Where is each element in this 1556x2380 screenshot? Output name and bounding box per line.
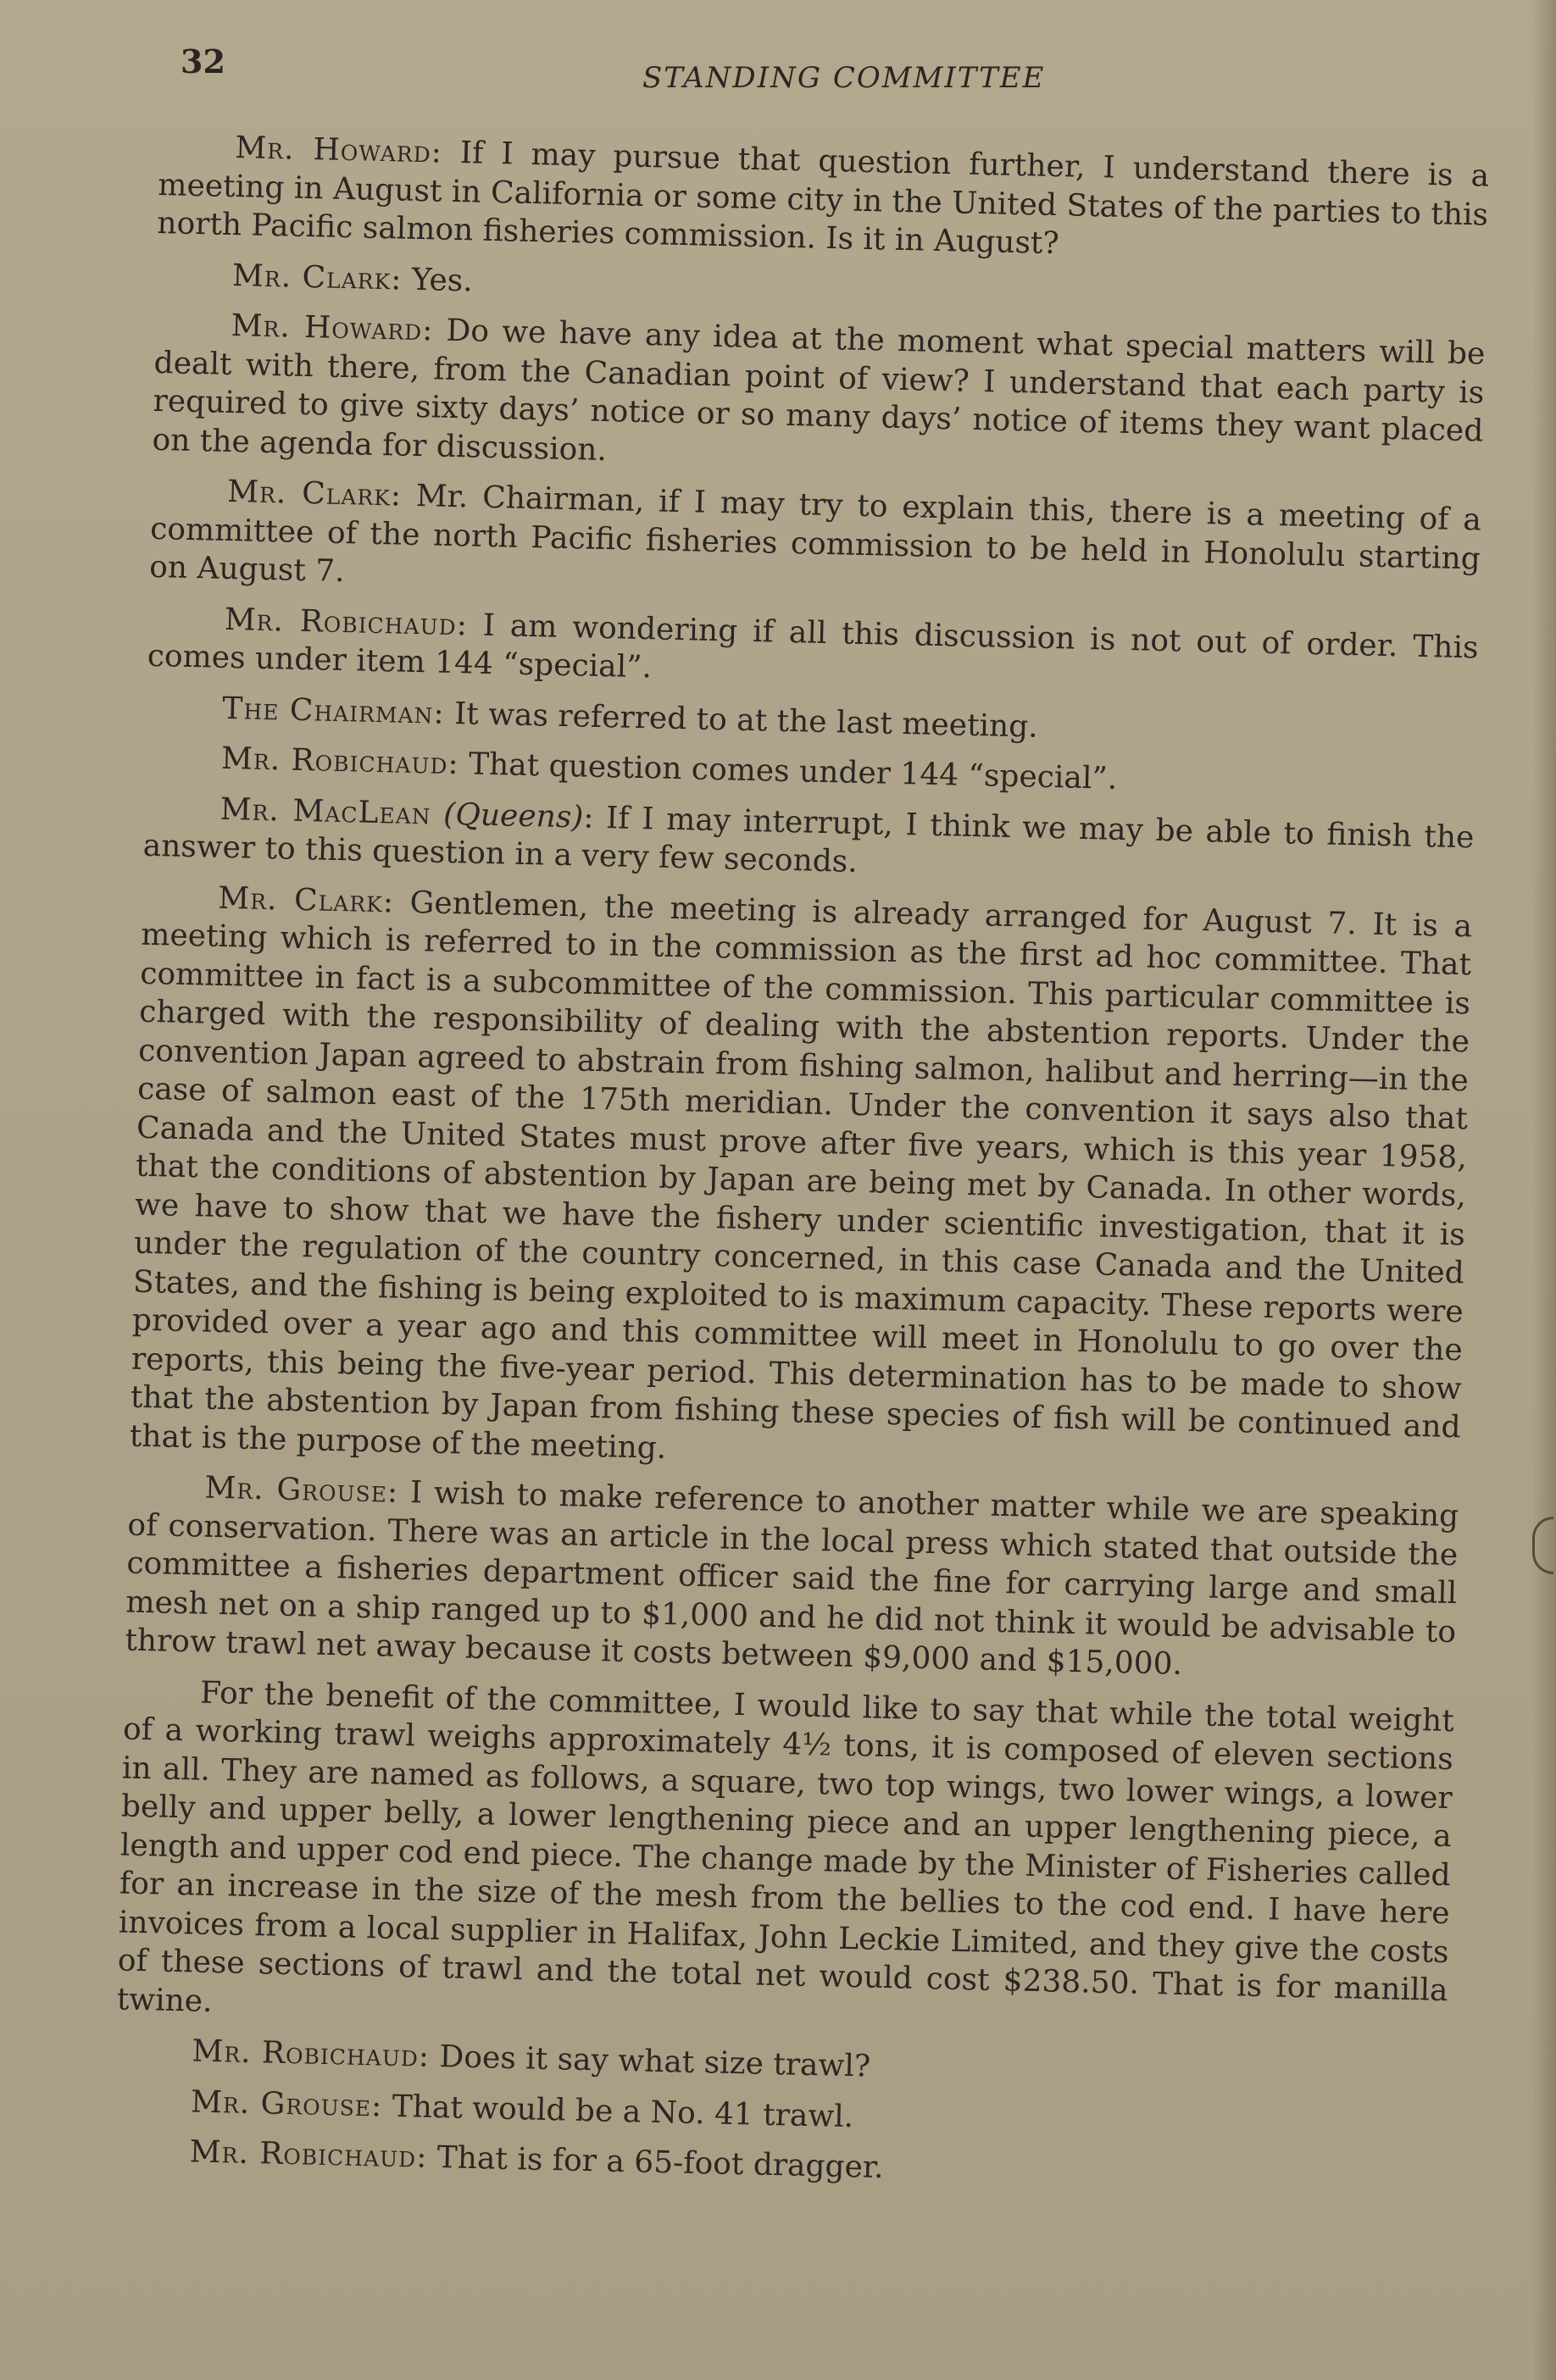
paragraph-text: It was referred to at the last meeting. <box>444 696 1039 745</box>
paragraph <box>147 598 1479 706</box>
paragraph-text: If I may pursue that question further, I understand there is a meeting in August in California or some city in the United States of the parties to this north Pacific salmon fisheries commission. Is it in August? <box>156 135 1490 262</box>
paragraph-text: Gentlemen, the meeting is already arranged for August 7. It is a meeting which is referred to in the commission as the first ad hoc committee. That committee in fact is a subcommittee of the commission. This particular committee is charged with the responsibility of dealing with the abstention reports. Under the convention Japan agreed to abstrain from fishing salmon, halibut and herring—in the case of salmon east of the 175th meridian. Under the convention it says also that Canada and the United States must prove after five years, which is this year 1958, that the conditions of abstention by Japan are being met by Canada. In other words, we have to show that we have the fishery under scientific investigation, that it is under the regulation of the country concerned, in this case Canada and the United States, and the fishing is being exploited to is maximum capacity. These reports were provided over a year ago and this committee will meet in Honolulu to go over the reports, this being the five-year period. This determination has to be made to show that the abstention by Japan from fishing these species of fish will be continued and that is the purpose of the meeting. <box>129 885 1473 1466</box>
speaker-name: The Chairman: <box>221 691 446 731</box>
paragraph-text: I am wondering if all this discussion is not out of order. This comes under item 144 “special”. <box>147 607 1479 685</box>
paragraph-text: Mr. Chairman, if I may try to explain this, there is a meeting of a committee of the north Pacific fisheries commission to be held in Honolulu starting on August 7. <box>148 478 1482 590</box>
paragraph-text: Do we have any idea at the moment what special matters will be dealt with there, from the Canadian point of view? I understand that each party is required to give sixty days’ notice or so many days’ notice of items they want placed on the agenda for discussion. <box>152 313 1486 468</box>
paragraph <box>157 127 1490 273</box>
speaker-name: Mr. Grouse: <box>204 1470 399 1510</box>
paragraph <box>152 305 1486 490</box>
speaker-name: Mr. Robichaud: <box>224 602 469 642</box>
paragraph-text: : If I may interrupt, I think we may be able to finish the answer to this question in a very few seconds. <box>142 800 1475 879</box>
speaker-name: Mr. Clark: <box>217 880 395 920</box>
paragraph-text: Does it say what size trawl? <box>429 2039 871 2084</box>
paragraph-text: That would be a No. 41 trawl. <box>381 2089 854 2134</box>
paragraph <box>116 1672 1454 2049</box>
transcript-body <box>113 127 1490 2211</box>
speaker-name: Mr. Grouse: <box>190 2083 383 2124</box>
paragraph-text: I wish to make reference to another matter while we are speaking of conservation. There was an article in the local press which stated that outside the committee a fisheries department officer said the fine for carrying large and small mesh net on a ship ranged up to $1,000 and he did not think it would be advisable to throw trawl net away because it costs between $9,000 and $15,000. <box>125 1474 1459 1682</box>
speaker-name: Mr. Howard: <box>235 130 443 170</box>
paragraph-text: For the benefit of the committee, I would like to say that while the total weight of a working trawl weighs approximately 4½ tons, it is composed of eleven sections in all. They are named as follows, a square, two top wings, two lower wings, a lower belly and upper belly, a lower lengthening piece and an upper lengthening piece, a length and upper cod end piece. The change made by the Minister of Fisheries called for an increase in the size of the mesh from the bellies to the cod end. I have here invoices from a local supplier in Halifax, John Leckie Limited, and they give the costs of these sections of trawl and the total net would cost $238.50. That is for manilla twine. <box>116 1675 1455 2019</box>
margin-bracket-mark <box>1532 1517 1553 1574</box>
speaker-name: Mr. Clark: <box>231 258 403 297</box>
speaker-name: Mr. Howard: <box>231 308 434 348</box>
page-number: 32 <box>181 42 225 80</box>
speaker-name: Mr. Robichaud: <box>220 741 460 782</box>
paragraph <box>125 1467 1459 1690</box>
paragraph-text: Yes. <box>401 262 474 298</box>
speaker-name: Mr. MacLean <box>220 791 432 831</box>
speaker-affiliation: (Queens) <box>442 796 584 835</box>
paragraph <box>142 788 1475 896</box>
speaker-name: Mr. Robichaud: <box>189 2134 428 2175</box>
paragraph-text: That question comes under 144 “special”. <box>458 746 1118 796</box>
paragraph-text: That is for a 65-foot dragger. <box>426 2139 885 2186</box>
paragraph <box>149 471 1482 617</box>
paragraph <box>129 877 1472 1485</box>
running-title: STANDING COMMITTEE <box>642 61 1046 95</box>
speaker-name: Mr. Clark: <box>226 474 403 513</box>
speaker-name: Mr. Robichaud: <box>192 2033 431 2074</box>
